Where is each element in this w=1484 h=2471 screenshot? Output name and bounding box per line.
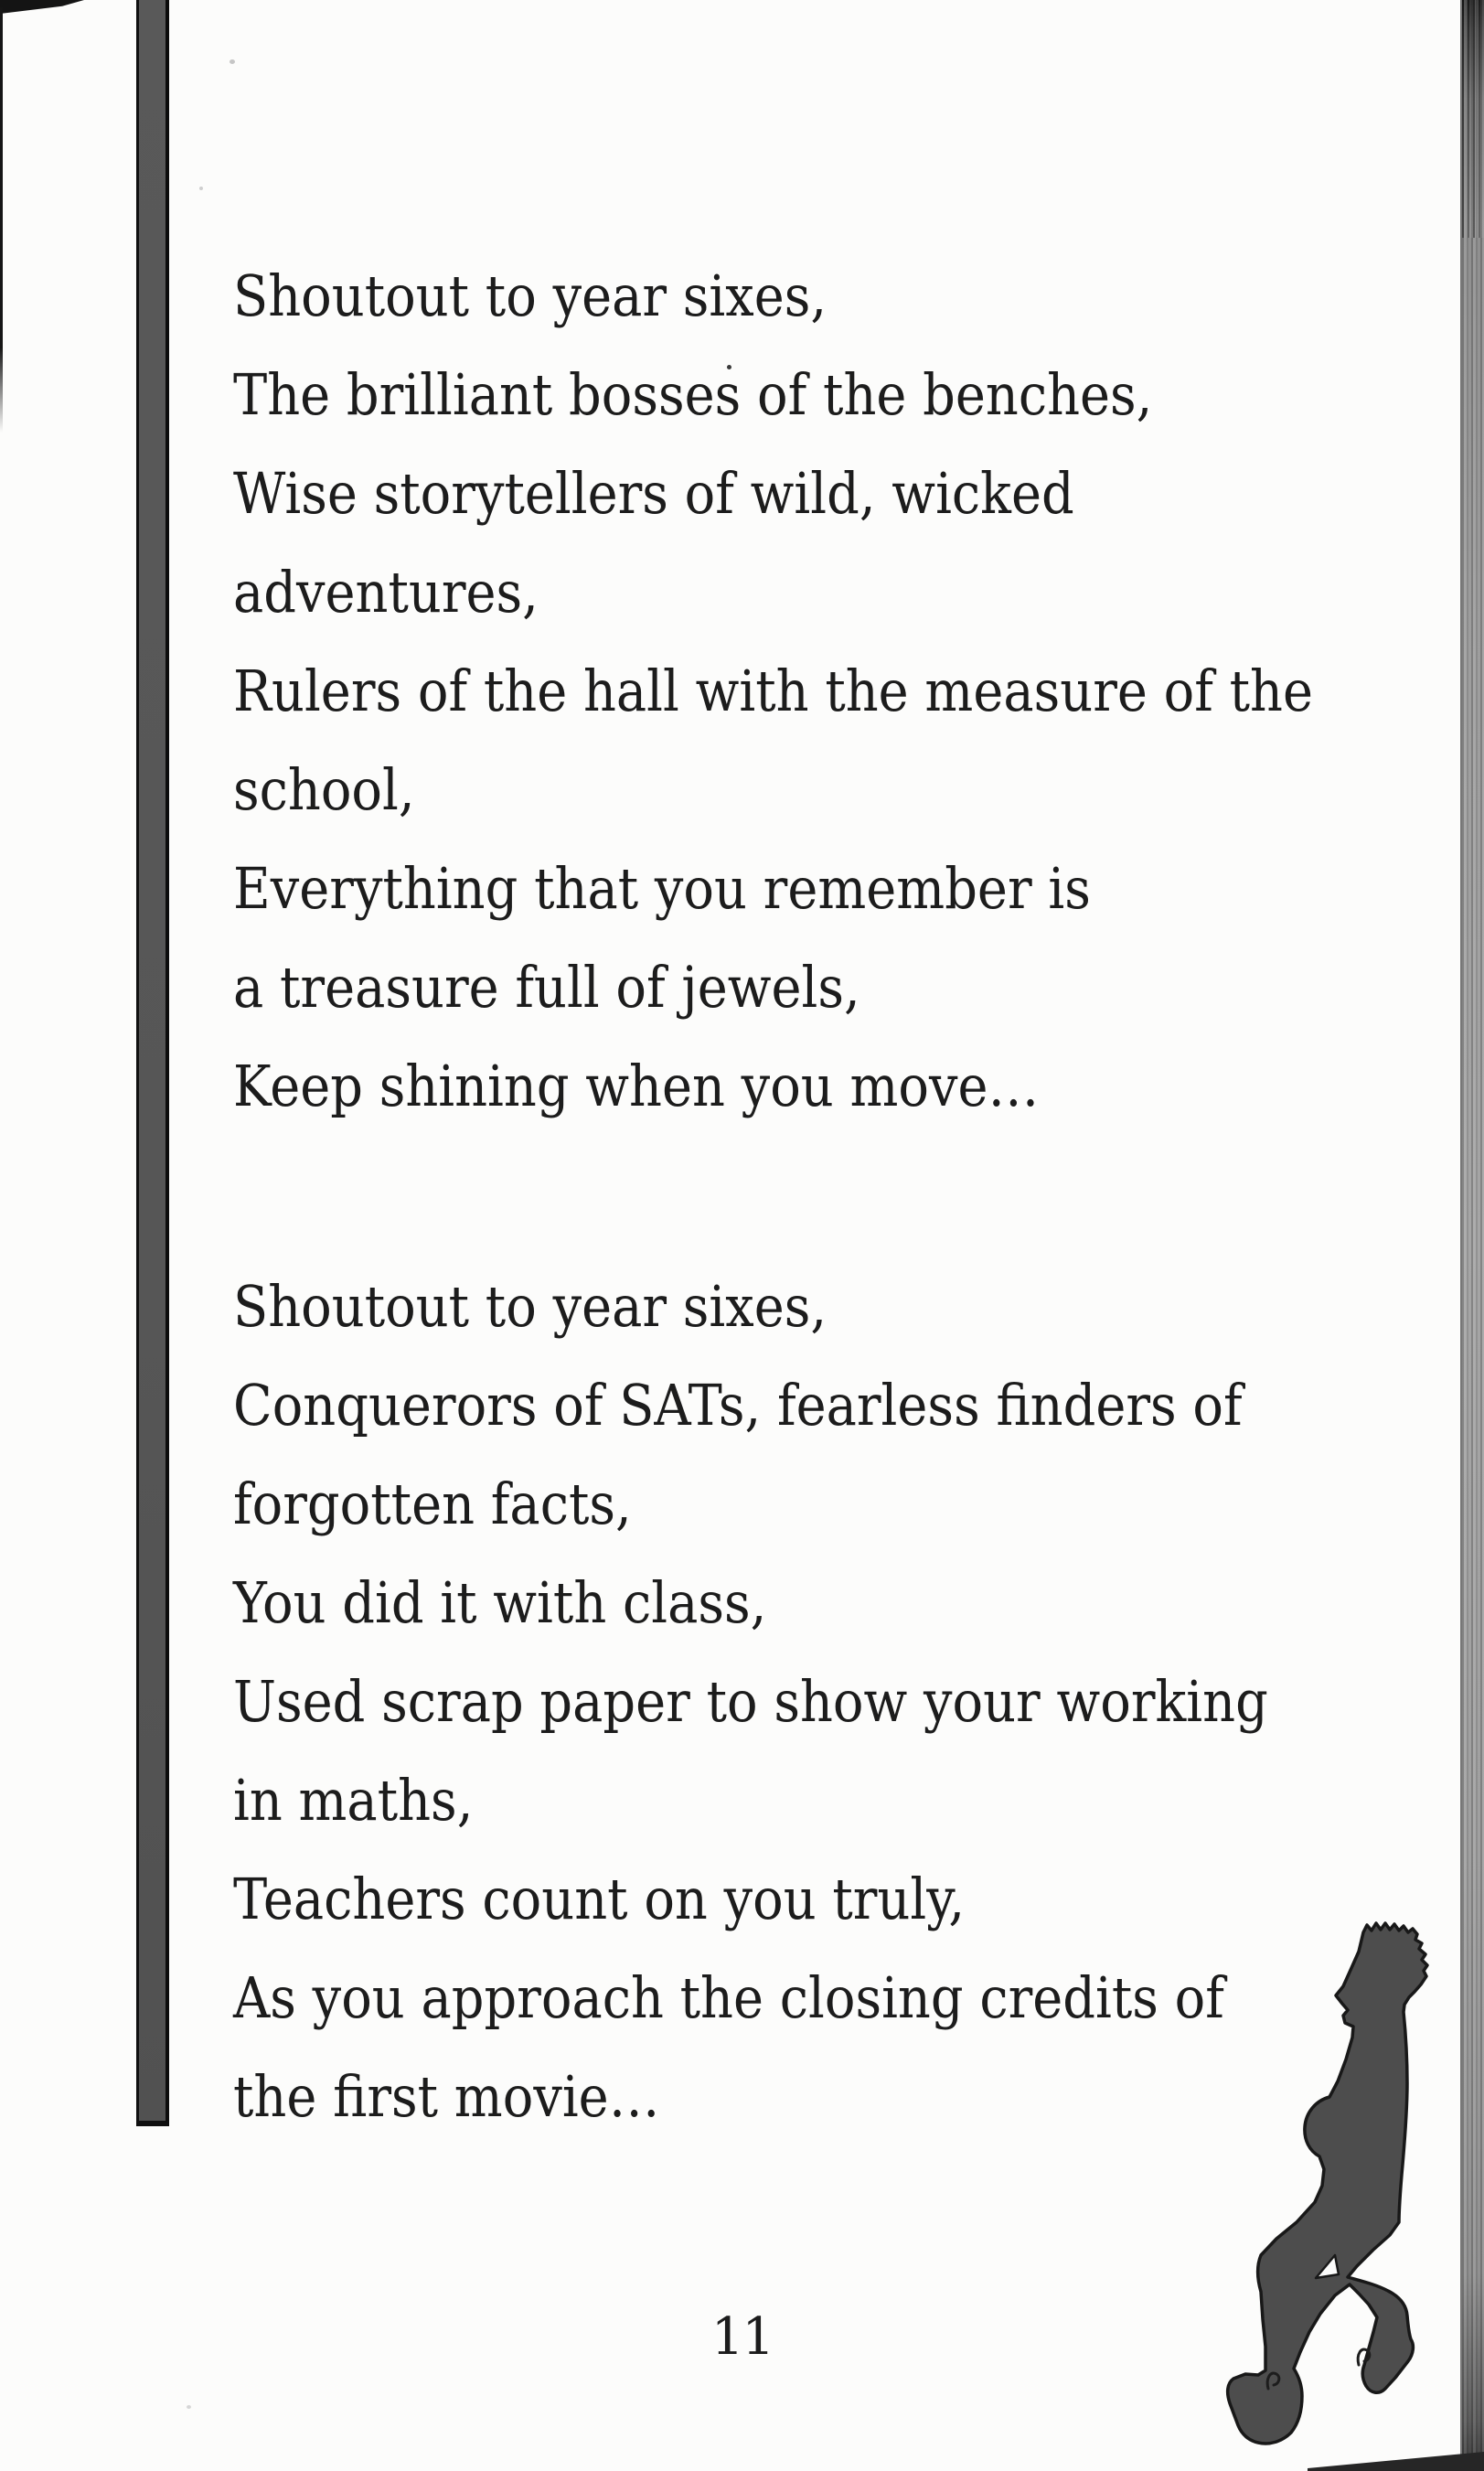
poem-line: in maths,: [233, 1767, 474, 1834]
right-edge-texture: [1462, 0, 1484, 2471]
poem-line: Rulers of the hall with the measure of the: [233, 658, 1314, 724]
poem-line: Shoutout to year sixes,: [233, 262, 827, 329]
left-edge-scan-line: [0, 7, 3, 433]
poem-stanza-1: [233, 247, 1313, 1136]
poem-line: Used scrap paper to show your working: [233, 1668, 1268, 1735]
poem-line: As you approach the closing credits of: [233, 1964, 1224, 2031]
scan-speck: [230, 59, 235, 64]
poem-line: The brilliant bosses of the benches,: [233, 361, 1153, 428]
poem-line: the first movie…: [233, 2063, 660, 2130]
right-edge-texture-top: [1462, 0, 1484, 238]
poem-line: school,: [233, 756, 415, 823]
scan-speck: [187, 2405, 191, 2409]
poem-stanza-2: [233, 1257, 1313, 2146]
poem-text-block: [233, 247, 1313, 2146]
poem-line: Conquerors of SATs, fearless finders of: [233, 1372, 1243, 1439]
poem-line: adventures,: [233, 559, 539, 626]
binding-gutter-bar: [136, 0, 169, 2126]
poem-line: You did it with class,: [233, 1569, 767, 1636]
poem-line: Teachers count on you truly,: [233, 1866, 966, 1932]
poem-line: Shoutout to year sixes,: [233, 1273, 827, 1340]
poem-line: Keep shining when you move…: [233, 1053, 1040, 1119]
top-left-scan-shadow: [0, 0, 84, 14]
poem-line: forgotten facts,: [233, 1471, 632, 1537]
page-number: 11: [710, 2307, 774, 2367]
poem-line: Wise storytellers of wild, wicked: [233, 460, 1074, 527]
poem-line: a treasure full of jewels,: [233, 954, 860, 1021]
poem-line: Everything that you remember is: [233, 855, 1091, 922]
walking-child-silhouette-icon: [1219, 1914, 1431, 2452]
scan-speck: [199, 187, 203, 190]
